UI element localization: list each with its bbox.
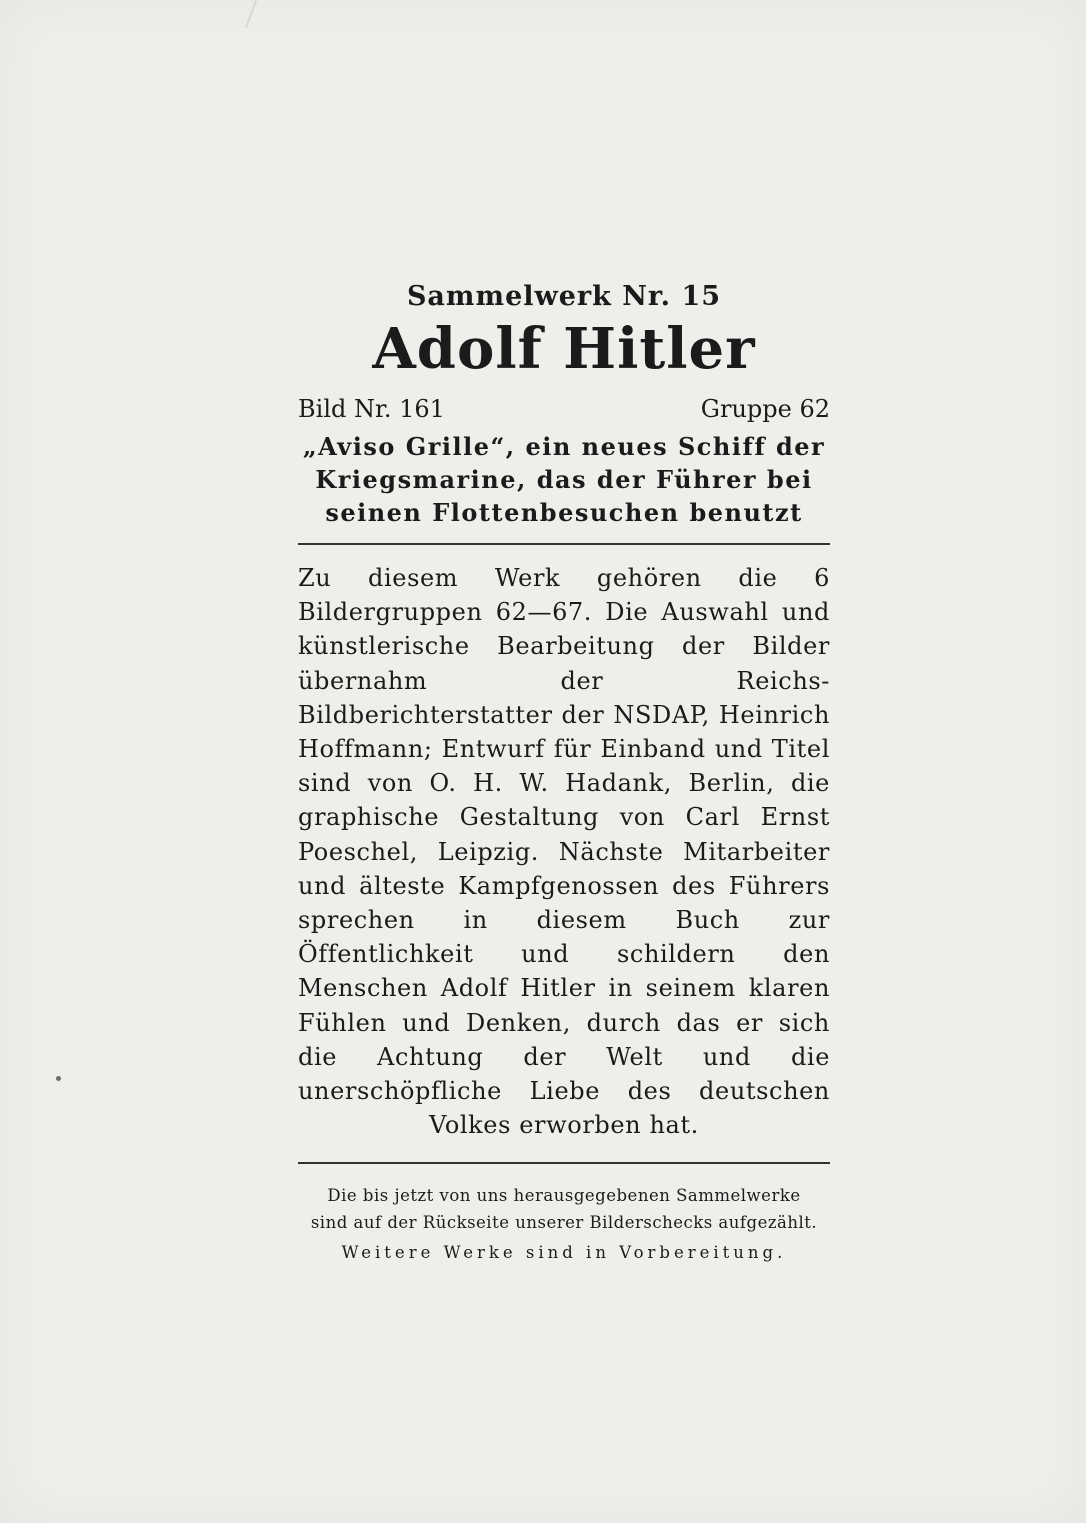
footer-line: Die bis jetzt von uns herausgegebenen Sammelwerke [327,1186,801,1206]
group-number: Gruppe 62 [700,395,830,423]
picture-caption [298,430,830,529]
caption-line: seinen Flottenbesuchen benutzt [325,498,803,527]
caption-line: Kriegsmarine, das der Führer bei [315,465,813,494]
footer-spaced-line: Weitere Werke sind in Vorbereitung. [341,1243,787,1263]
paper-speck [56,1076,61,1081]
work-title: Adolf Hitler [372,316,756,382]
series-title: Sammelwerk Nr. 15 [406,281,722,312]
footer-line: sind auf der Rückseite unserer Bilderschecks aufgezählt. [310,1213,818,1233]
divider-bottom [298,1162,830,1164]
footer-note [298,1182,830,1236]
picture-number: Bild Nr. 161 [298,395,445,423]
caption-line: „Aviso Grille“, ein neues Schiff der [302,432,826,461]
description-paragraph: Zu diesem Werk gehören die 6 Bildergruppen 62—67. Die Auswahl und künstlerische Bearbeitung der Bilder übernahm der Reichs-Bildberichterstatter der NSDAP, Heinrich Hoffmann; Entwurf für Einband und Titel sind von O. H. W. Hadank, Berlin, die graphische Gestaltung von Carl Ernst Poeschel, Leipzig. Nächste Mitarbeiter und älteste Kampfgenossen des Führers sprechen in diesem Buch zur Öffentlichkeit und schildern den Menschen Adolf Hitler in seinem klaren Fühlen und Denken, durch das er sich die Achtung der Welt und die unerschöpfliche Liebe des deutschen Volkes erworben hat. [298,564,830,1140]
paper-tear [245,0,287,28]
card-text-block [298,280,830,1268]
divider-top [298,543,830,545]
picture-meta-row [298,392,830,426]
